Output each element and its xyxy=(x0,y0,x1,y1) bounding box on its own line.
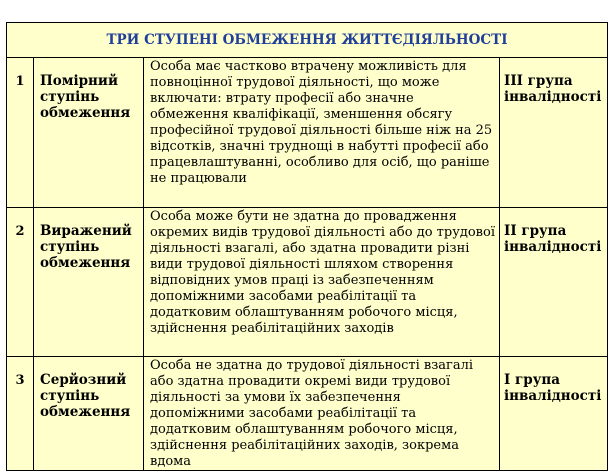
disability-group: I група інвалідності xyxy=(500,357,608,471)
row-number: 3 xyxy=(7,357,34,471)
table-title: ТРИ СТУПЕНІ ОБМЕЖЕННЯ ЖИТТЄДІЯЛЬНОСТІ xyxy=(7,23,608,58)
degree-name: Серйозний ступінь обмеження xyxy=(34,357,144,471)
degree-name: Помірний ступінь обмеження xyxy=(34,58,144,208)
table-row xyxy=(7,357,608,471)
row-number: 1 xyxy=(7,58,34,208)
degree-description: Особа може бути не здатна до провадження окремих видів трудової діяльності або до трудової діяльності взагалі, або здатна провадити різні види трудової діяльності шляхом створення відповідних умов праці із забезпеченням допоміжними засобами реабілітації та додатковим облаштуванням робочого місця, здійснення реабілітаційних заходів xyxy=(144,208,500,357)
disability-group: II група інвалідності xyxy=(500,208,608,357)
degree-description: Особа не здатна до трудової діяльності взагалі або здатна провадити окремі види трудової діяльності за умови їх забезпечення допоміжними засобами реабілітації та додатковим облаштуванням робочого місця, здійснення реабілітаційних заходів, зокрема вдома xyxy=(144,357,500,471)
degree-name: Виражений ступінь обмеження xyxy=(34,208,144,357)
disability-group: III група інвалідності xyxy=(500,58,608,208)
limitation-degrees-table xyxy=(6,22,608,471)
table-row xyxy=(7,208,608,357)
row-number: 2 xyxy=(7,208,34,357)
table-row xyxy=(7,58,608,208)
degree-description: Особа має частково втрачену можливість для повноцінної трудової діяльності, що може включати: втрату професії або значне обмеження кваліфікації, зменшення обсягу професійної трудової діяльності більше ніж на 25 відсотків, значні труднощі в набутті професії або працевлаштуванні, особливо для осіб, що раніше не працювали xyxy=(144,58,500,208)
